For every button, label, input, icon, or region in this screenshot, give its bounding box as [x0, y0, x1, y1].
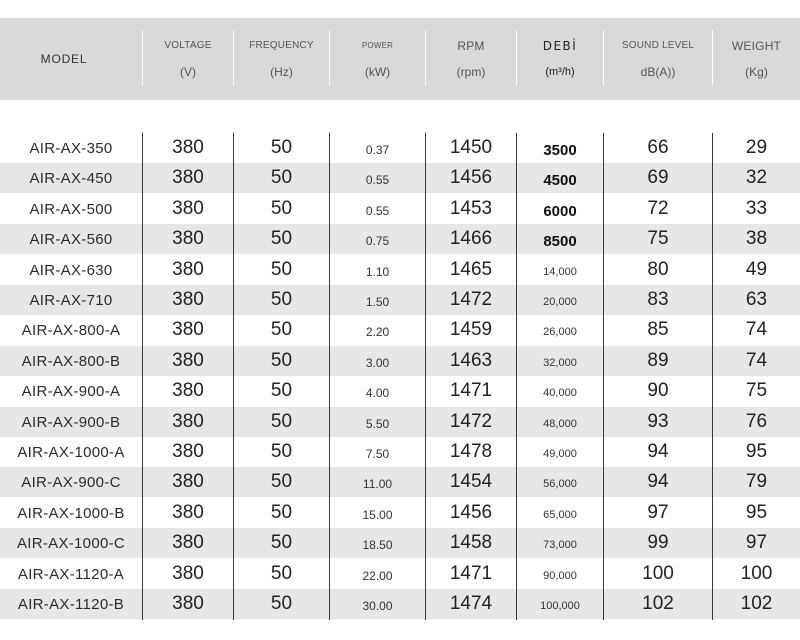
cell-model: AIR-AX-1000-C — [16, 534, 126, 552]
cell-rpm: 1471 — [449, 380, 493, 401]
cell-weight: 38 — [745, 228, 768, 249]
cell-sound: 94 — [647, 441, 669, 462]
cell-rpm: 1474 — [449, 593, 493, 614]
cell-weight: 100 — [740, 563, 773, 584]
cell-rpm: 1454 — [449, 471, 493, 492]
cell-frequency: 50 — [270, 319, 293, 340]
cell-weight: 75 — [745, 380, 768, 401]
cell-weight: 102 — [740, 593, 773, 614]
cell-weight: 97 — [745, 532, 768, 553]
cell-model: AIR-AX-900-B — [21, 413, 121, 431]
cell-voltage: 380 — [172, 593, 204, 614]
cell-frequency: 50 — [270, 563, 293, 584]
cell-weight: 29 — [745, 137, 768, 158]
cell-power: 2.20 — [365, 325, 390, 339]
table-row — [0, 346, 800, 376]
cell-model: AIR-AX-1120-A — [17, 565, 125, 583]
cell-model: AIR-AX-800-A — [21, 321, 121, 339]
cell-rpm: 1465 — [449, 259, 493, 280]
header-frequency — [234, 18, 329, 100]
cell-debi: 26,000 — [543, 325, 577, 338]
header-power-unit: (kW) — [364, 65, 391, 79]
header-power-title: POWER — [361, 41, 394, 50]
table-row — [0, 467, 800, 497]
cell-voltage: 380 — [172, 167, 204, 188]
cell-weight: 95 — [745, 502, 768, 523]
cell-sound: 69 — [647, 167, 669, 188]
cell-power: 30.00 — [362, 599, 393, 613]
cell-weight: 95 — [745, 441, 768, 462]
cell-power: 11.00 — [362, 477, 393, 491]
cell-frequency: 50 — [270, 441, 293, 462]
cell-voltage: 380 — [172, 350, 204, 371]
cell-voltage: 380 — [172, 137, 204, 158]
cell-rpm: 1450 — [449, 137, 493, 158]
header-model-title: MODEL — [40, 52, 88, 66]
table-row — [0, 285, 800, 315]
cell-debi: 8500 — [543, 232, 577, 250]
cell-model: AIR-AX-450 — [29, 169, 113, 187]
cell-rpm: 1456 — [449, 502, 493, 523]
header-weight-unit: (Kg) — [745, 65, 768, 79]
cell-debi: 6000 — [543, 202, 577, 220]
cell-power: 4.00 — [365, 386, 390, 400]
header-weight-title: WEIGHT — [731, 39, 782, 53]
cell-debi: 73,000 — [543, 538, 577, 551]
header-divider — [233, 30, 234, 85]
cell-debi: 14,000 — [543, 265, 577, 278]
cell-debi: 100,000 — [540, 599, 580, 612]
cell-sound: 72 — [647, 198, 669, 219]
cell-voltage: 380 — [172, 259, 204, 280]
header-sound-unit: dB(A)) — [640, 65, 676, 79]
cell-frequency: 50 — [270, 198, 293, 219]
header-weight — [713, 18, 800, 100]
cell-debi: 32,000 — [543, 356, 577, 369]
cell-model: AIR-AX-800-B — [21, 352, 121, 370]
cell-rpm: 1459 — [449, 319, 493, 340]
header-divider — [603, 30, 604, 85]
cell-voltage: 380 — [172, 502, 204, 523]
cell-sound: 75 — [647, 228, 669, 249]
cell-power: 1.50 — [365, 295, 390, 309]
header-voltage-title: VOLTAGE — [164, 40, 212, 51]
header-frequency-title: FREQUENCY — [249, 40, 314, 51]
column-divider — [516, 133, 517, 620]
cell-frequency: 50 — [270, 532, 293, 553]
cell-power: 1.10 — [365, 265, 390, 279]
cell-voltage: 380 — [172, 228, 204, 249]
cell-model: AIR-AX-900-C — [21, 473, 121, 491]
cell-weight: 79 — [745, 471, 768, 492]
column-divider — [712, 133, 713, 620]
cell-debi: 56,000 — [543, 477, 577, 490]
cell-frequency: 50 — [270, 350, 293, 371]
header-divider — [516, 30, 517, 85]
cell-model: AIR-AX-900-A — [21, 382, 121, 400]
table-row — [0, 528, 800, 558]
table-row — [0, 589, 800, 619]
cell-weight: 74 — [745, 319, 768, 340]
cell-voltage: 380 — [172, 198, 204, 219]
cell-power: 22.00 — [362, 569, 393, 583]
cell-sound: 102 — [642, 593, 674, 614]
cell-weight: 74 — [745, 350, 768, 371]
cell-rpm: 1478 — [449, 441, 493, 462]
table-header — [0, 18, 800, 100]
cell-sound: 97 — [647, 502, 669, 523]
cell-model: AIR-AX-560 — [29, 230, 113, 248]
header-debi-unit: (m³/h) — [545, 66, 575, 78]
cell-frequency: 50 — [270, 471, 293, 492]
header-divider — [425, 30, 426, 85]
cell-voltage: 380 — [172, 319, 204, 340]
cell-debi: 40,000 — [543, 386, 577, 399]
cell-power: 18.50 — [362, 538, 393, 552]
cell-sound: 94 — [647, 471, 669, 492]
table-row — [0, 407, 800, 437]
cell-model: AIR-AX-710 — [29, 291, 113, 309]
cell-sound: 100 — [642, 563, 674, 584]
cell-frequency: 50 — [270, 259, 293, 280]
cell-frequency: 50 — [270, 380, 293, 401]
cell-power: 15.00 — [362, 508, 393, 522]
cell-model: AIR-AX-1120-B — [17, 595, 125, 613]
cell-debi: 4500 — [543, 171, 577, 189]
cell-voltage: 380 — [172, 411, 204, 432]
cell-power: 0.55 — [365, 204, 390, 218]
cell-frequency: 50 — [270, 411, 293, 432]
cell-weight: 63 — [745, 289, 768, 310]
table-row — [0, 133, 800, 163]
table-row — [0, 194, 800, 224]
cell-frequency: 50 — [270, 228, 293, 249]
cell-rpm: 1472 — [449, 289, 493, 310]
cell-voltage: 380 — [172, 380, 204, 401]
cell-sound: 99 — [647, 532, 669, 553]
header-rpm-title: RPM — [457, 39, 485, 53]
cell-sound: 83 — [647, 289, 669, 310]
cell-model: AIR-AX-350 — [29, 139, 113, 157]
cell-weight: 33 — [745, 198, 768, 219]
cell-rpm: 1463 — [449, 350, 493, 371]
table-row — [0, 559, 800, 589]
header-divider — [329, 30, 330, 85]
header-power — [330, 18, 425, 100]
header-sound-title: SOUND LEVEL — [621, 40, 695, 51]
header-debi-title: DEBİ — [542, 39, 578, 53]
cell-debi: 65,000 — [543, 508, 577, 521]
header-model — [0, 18, 128, 100]
cell-rpm: 1471 — [449, 563, 493, 584]
column-divider — [233, 133, 234, 620]
cell-rpm: 1472 — [449, 411, 493, 432]
cell-voltage: 380 — [172, 532, 204, 553]
header-voltage — [143, 18, 233, 100]
header-frequency-unit: (Hz) — [270, 65, 293, 79]
cell-debi: 3500 — [543, 141, 577, 159]
cell-model: AIR-AX-1000-A — [17, 443, 125, 461]
cell-model: AIR-AX-500 — [29, 200, 113, 218]
header-sound — [604, 18, 712, 100]
column-divider — [329, 133, 330, 620]
cell-power: 0.75 — [365, 234, 390, 248]
column-divider — [142, 133, 143, 620]
cell-voltage: 380 — [172, 441, 204, 462]
cell-debi: 48,000 — [543, 417, 577, 430]
cell-rpm: 1458 — [449, 532, 493, 553]
cell-sound: 89 — [647, 350, 669, 371]
cell-sound: 80 — [647, 259, 669, 280]
table-row — [0, 224, 800, 254]
cell-rpm: 1466 — [449, 228, 493, 249]
cell-power: 0.55 — [365, 173, 390, 187]
cell-model: AIR-AX-1000-B — [17, 504, 125, 522]
cell-sound: 85 — [647, 319, 669, 340]
cell-voltage: 380 — [172, 289, 204, 310]
column-divider — [603, 133, 604, 620]
column-divider — [425, 133, 426, 620]
cell-power: 0.37 — [365, 143, 390, 157]
cell-voltage: 380 — [172, 563, 204, 584]
table-row — [0, 315, 800, 345]
cell-rpm: 1453 — [449, 198, 493, 219]
header-debi — [517, 18, 603, 100]
cell-weight: 49 — [745, 259, 768, 280]
header-voltage-unit: (V) — [180, 65, 196, 79]
cell-power: 5.50 — [365, 417, 390, 431]
cell-frequency: 50 — [270, 502, 293, 523]
cell-voltage: 380 — [172, 471, 204, 492]
cell-weight: 76 — [745, 411, 768, 432]
cell-frequency: 50 — [270, 289, 293, 310]
cell-weight: 32 — [745, 167, 768, 188]
cell-debi: 49,000 — [543, 447, 577, 460]
cell-debi: 90,000 — [543, 569, 577, 582]
table-row — [0, 437, 800, 467]
cell-model: AIR-AX-630 — [29, 261, 113, 279]
cell-power: 3.00 — [365, 356, 390, 370]
cell-frequency: 50 — [270, 593, 293, 614]
header-divider — [712, 30, 713, 85]
cell-sound: 90 — [647, 380, 669, 401]
cell-debi: 20,000 — [543, 295, 577, 308]
header-rpm-unit: (rpm) — [456, 65, 486, 79]
table-row — [0, 163, 800, 193]
cell-sound: 66 — [647, 137, 669, 158]
cell-sound: 93 — [647, 411, 669, 432]
table-row — [0, 498, 800, 528]
cell-frequency: 50 — [270, 137, 293, 158]
table-row — [0, 376, 800, 406]
cell-frequency: 50 — [270, 167, 293, 188]
header-divider — [142, 30, 143, 85]
header-rpm — [426, 18, 516, 100]
table-row — [0, 255, 800, 285]
cell-rpm: 1456 — [449, 167, 493, 188]
cell-power: 7.50 — [365, 447, 390, 461]
